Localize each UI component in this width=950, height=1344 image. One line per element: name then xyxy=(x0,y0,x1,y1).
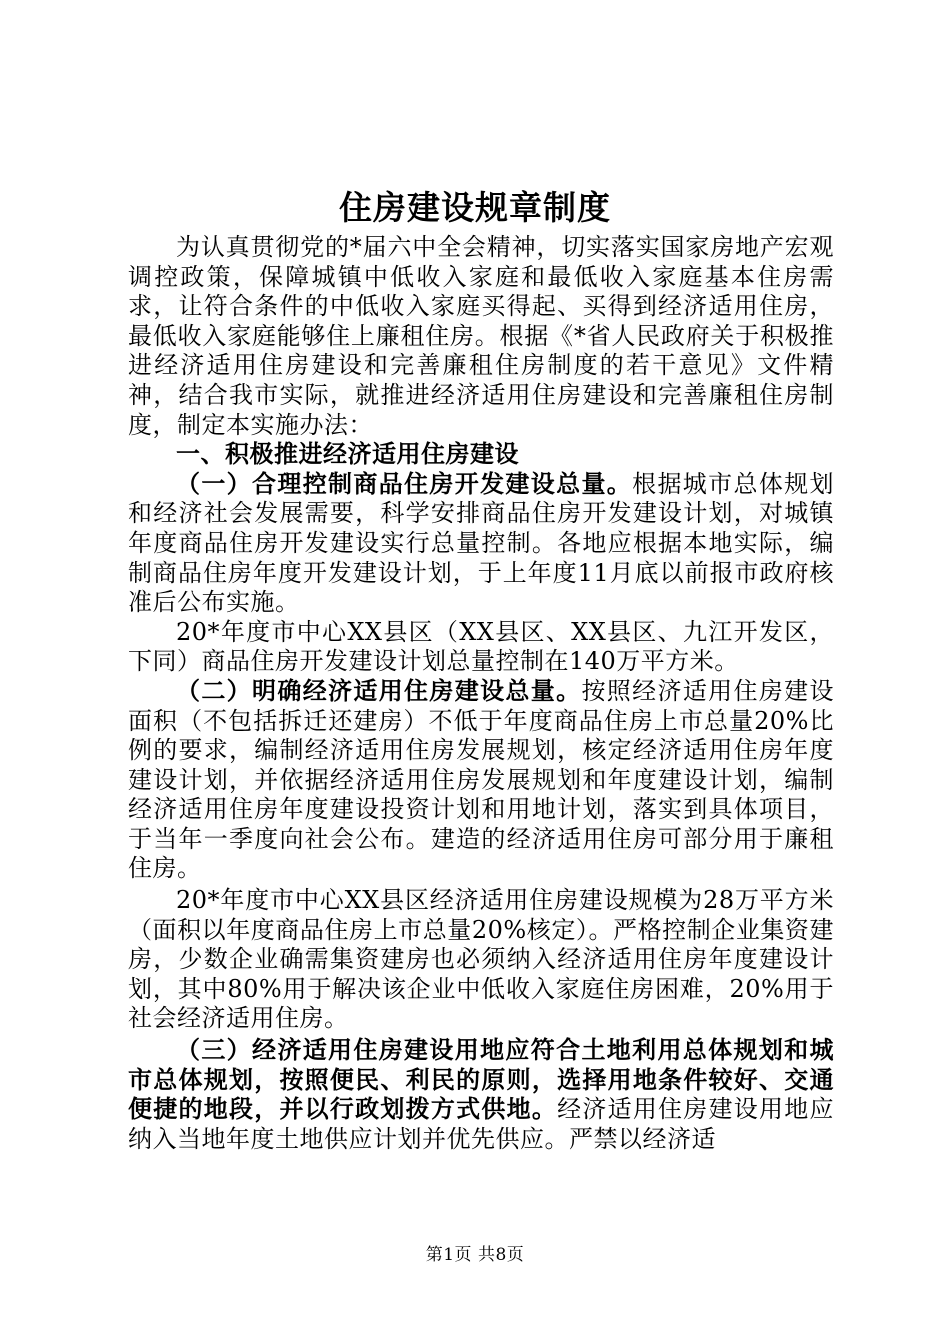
item-3-body: 经济适用住房建设用地应纳入当地年度土地供应计划并优先供应。严禁以经济适 xyxy=(128,1095,835,1153)
document-body xyxy=(128,233,834,1154)
document-title: 住房建设规章制度 xyxy=(339,188,611,227)
item-3-paragraph xyxy=(128,1036,834,1154)
item-1-paragraph-2: 20*年度市中心XX县区（XX县区、XX县区、九江开发区，下同）商品住房开发建设计划总量控制在140万平方米。 xyxy=(128,617,834,676)
section-heading-1: 一、积极推进经济适用住房建设 xyxy=(176,440,519,469)
item-3-lead: （三）经济适用住房建设用地应符合土地利用总体规划和城市总体规划，按照便民、利民的原则，选择用地条件较好、交通便捷的地段，并以行政划拨方式供地。 xyxy=(128,1036,834,1124)
item-2-lead: （二）明确经济适用住房建设总量。 xyxy=(176,676,582,705)
page-footer: 第1页 共8页 xyxy=(425,1245,525,1265)
item-2-paragraph-2: 20*年度市中心XX县区经济适用住房建设规模为28万平方米（面积以年度商品住房上市总量20%核定）。严格控制企业集资建房，少数企业确需集资建房也必须纳入经济适用住房年度建设计划，其中80%用于解决该企业中低收入家庭住房困难，20%用于社会经济适用住房。 xyxy=(128,886,834,1033)
item-1-paragraph xyxy=(128,470,834,618)
item-2-paragraph xyxy=(128,677,834,884)
item-2-body: 按照经济适用住房建设面积（不包括拆迁还建房）不低于年度商品住房上市总量20%比例的要求，编制经济适用住房发展规划，核定经济适用住房年度建设计划，并依据经济适用住房发展规划和年度建设计划，编制经济适用住房年度建设投资计划和用地计划，落实到具体项目，于当年一季度向社会公布。建造的经济适用住房可部分用于廉租住房。 xyxy=(128,676,835,883)
item-1-lead: （一）合理控制商品住房开发建设总量。 xyxy=(176,469,633,498)
item-1-body: 根据城市总体规划和经济社会发展需要，科学安排商品住房开发建设计划，对城镇年度商品住房开发建设实行总量控制。各地应根据本地实际，编制商品住房年度开发建设计划，于上年度11月底以前报市政府核准后公布实施。 xyxy=(128,469,835,617)
intro-paragraph: 为认真贯彻党的*届六中全会精神，切实落实国家房地产宏观调控政策，保障城镇中低收入家庭和最低收入家庭基本住房需求，让符合条件的中低收入家庭买得起、买得到经济适用住房，最低收入家庭能够住上廉租住房。根据《*省人民政府关于积极推进经济适用住房建设和完善廉租住房制度的若干意见》文件精神，结合我市实际，就推进经济适用住房建设和完善廉租住房制度，制定本实施办法： xyxy=(128,233,834,439)
